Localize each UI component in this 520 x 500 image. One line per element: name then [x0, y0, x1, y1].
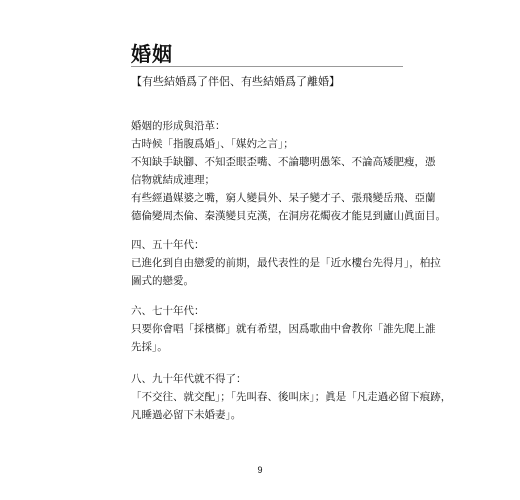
- title-divider: [131, 66, 403, 67]
- section-40s-50s: [131, 236, 441, 290]
- paragraph-line: 信物就結成連理；: [131, 174, 215, 186]
- section-heading: 八、九十年代就不得了：: [131, 373, 247, 385]
- paragraph-line: 「不交往、就交配」；「先叫春、後叫床」；眞是「凡走過必留下痕跡，: [131, 391, 452, 403]
- paragraph-line: 先採」。: [131, 341, 168, 353]
- paragraph-line: 德倫變周杰倫、秦漢變貝克漢，在洞房花燭夜才能見到廬山眞面目。: [131, 210, 446, 222]
- paragraph-line: 圖式的戀愛。: [131, 275, 194, 287]
- paragraph-line: 不知缺手缺腳、不知歪眼歪嘴、不論聰明愚笨、不論高矮肥瘦，憑: [131, 156, 436, 168]
- section-60s-70s: [131, 302, 436, 356]
- page-number: 9: [257, 465, 263, 475]
- page-subtitle: 【有些結婚爲了伴侶、有些結婚爲了離婚】: [131, 75, 340, 88]
- paragraph-line: 古時候「指腹爲婚」、「媒妁之言」；: [131, 138, 294, 150]
- section-heading: 四、五十年代：: [131, 239, 205, 251]
- page-title: 婚姻: [131, 42, 173, 66]
- paragraph-line: 已進化到自由戀愛的前期，最代表性的是「近水樓台先得月」，柏拉: [131, 257, 441, 269]
- section-heading: 六、七十年代：: [131, 305, 205, 317]
- paragraph-line: 凡睡過必留下未婚妻」。: [131, 409, 242, 421]
- section-80s-90s: [131, 370, 452, 424]
- section-origins: [131, 117, 446, 225]
- section-heading: 婚姻的形成與沿革：: [131, 120, 226, 132]
- paragraph-line: 只要你會唱「採檳榔」就有希望，因爲歌曲中會教你「誰先爬上誰: [131, 323, 436, 335]
- paragraph-line: 有些經過媒婆之嘴，窮人變員外、呆子變才子、張飛變岳飛、亞蘭: [131, 192, 436, 204]
